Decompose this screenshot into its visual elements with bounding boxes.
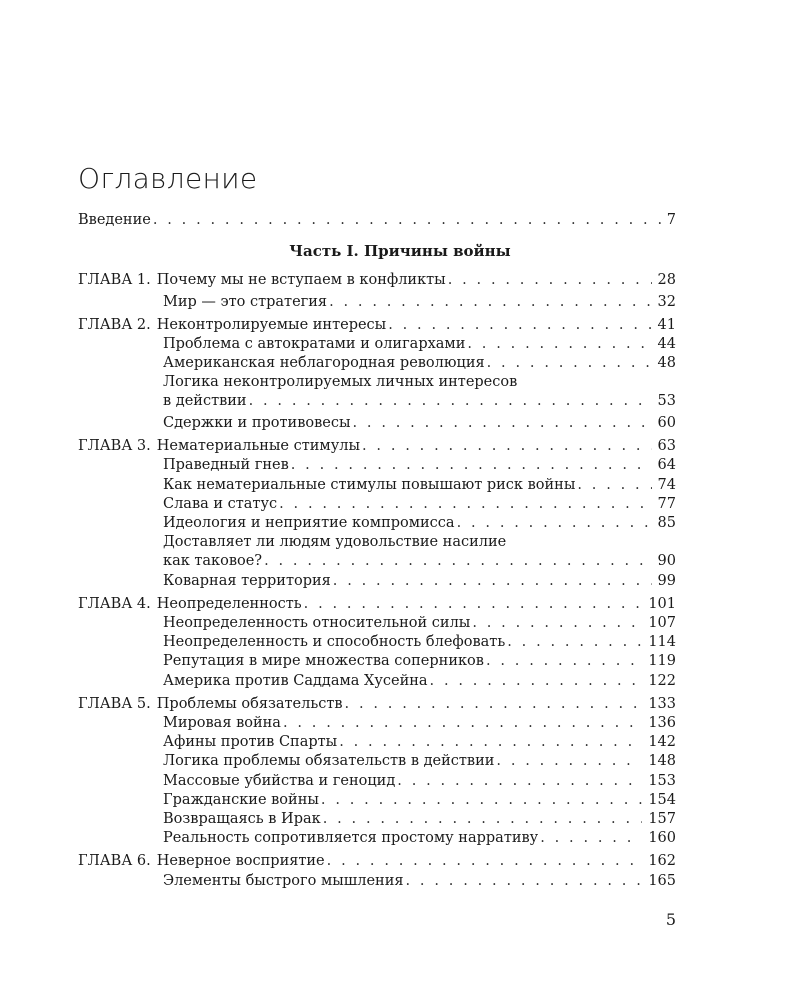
dot-leader bbox=[406, 872, 643, 891]
chapter-3-entry bbox=[78, 437, 676, 456]
page-number: 5 bbox=[665, 910, 676, 929]
section-title: Афины против Спарты bbox=[163, 734, 338, 750]
section-title: Неопределенность и способность блефовать bbox=[163, 634, 506, 650]
section-page: 142 bbox=[648, 734, 676, 750]
chapter-2-entry bbox=[78, 316, 676, 335]
section-title: Идеология и неприятие компромисса bbox=[163, 515, 455, 531]
section-entry bbox=[163, 733, 676, 752]
chapter-page: 101 bbox=[648, 596, 676, 612]
chapter-page: 162 bbox=[648, 853, 676, 869]
section-title: Мировая война bbox=[163, 715, 281, 731]
section-title: Гражданские войны bbox=[163, 792, 319, 808]
section-page: 32 bbox=[657, 294, 676, 310]
section-page: 122 bbox=[648, 673, 676, 689]
section-title: Логика проблемы обязательств в действии bbox=[163, 753, 495, 769]
section-title: в действии bbox=[163, 393, 247, 409]
section-title-line1: Доставляет ли людям удовольствие насилие bbox=[163, 534, 507, 550]
section-entry bbox=[163, 293, 676, 312]
chapter-title: Нематериальные стимулы bbox=[156, 438, 360, 454]
dot-leader bbox=[264, 552, 651, 571]
section-page: 60 bbox=[657, 415, 676, 431]
chapter-6-entry bbox=[78, 852, 676, 871]
section-page: 119 bbox=[648, 653, 676, 669]
section-entry bbox=[163, 476, 676, 495]
section-title: Возвращаясь в Ирак bbox=[163, 811, 321, 827]
section-entry bbox=[163, 829, 676, 848]
dot-leader bbox=[467, 335, 651, 354]
section-page: 107 bbox=[648, 615, 676, 631]
section-entry bbox=[163, 714, 676, 733]
section-page: 90 bbox=[657, 553, 676, 569]
dot-leader bbox=[448, 271, 652, 290]
section-entry bbox=[163, 872, 676, 891]
dot-leader bbox=[329, 293, 651, 312]
chapter-title: Неверное восприятие bbox=[156, 853, 325, 869]
section-title: Америка против Саддама Хусейна bbox=[163, 673, 428, 689]
dot-leader bbox=[249, 392, 652, 411]
section-title: как таковое? bbox=[163, 553, 263, 569]
dot-leader bbox=[362, 437, 652, 456]
section-title: Мир — это стратегия bbox=[163, 294, 328, 310]
section-entry bbox=[163, 772, 676, 791]
section-entry bbox=[163, 614, 676, 633]
dot-leader bbox=[388, 316, 651, 335]
dot-leader bbox=[353, 414, 652, 433]
section-entry bbox=[163, 572, 676, 591]
toc-entry-intro bbox=[78, 211, 676, 230]
chapter-title: Неконтролируемые интересы bbox=[156, 317, 387, 333]
dot-leader bbox=[153, 211, 661, 230]
dot-leader bbox=[397, 772, 642, 791]
chapter-title: Неопределенность bbox=[156, 596, 302, 612]
section-entry bbox=[163, 791, 676, 810]
section-page: 165 bbox=[648, 873, 676, 889]
section-entry bbox=[163, 672, 676, 691]
section-title: Американская неблагородная революция bbox=[163, 355, 485, 371]
entry-page: 7 bbox=[666, 212, 676, 228]
part-title: Часть I. Причины войны bbox=[289, 242, 511, 260]
entry-title: Введение bbox=[78, 212, 151, 228]
dot-leader bbox=[457, 514, 652, 533]
dot-leader bbox=[323, 810, 643, 829]
dot-leader bbox=[321, 791, 642, 810]
section-page: 153 bbox=[648, 773, 676, 789]
chapter-label: ГЛАВА 6. bbox=[78, 853, 151, 869]
chapter-page: 41 bbox=[657, 317, 676, 333]
section-page: 148 bbox=[648, 753, 676, 769]
section-page: 160 bbox=[648, 830, 676, 846]
dot-leader bbox=[430, 672, 643, 691]
dot-leader bbox=[279, 495, 651, 514]
dot-leader bbox=[345, 695, 643, 714]
section-page: 114 bbox=[648, 634, 676, 650]
dot-leader bbox=[291, 456, 652, 475]
chapter-page: 63 bbox=[657, 438, 676, 454]
toc-heading: Оглавление bbox=[78, 162, 258, 195]
section-entry bbox=[163, 495, 676, 514]
dot-leader bbox=[339, 733, 642, 752]
section-entry bbox=[163, 633, 676, 652]
section-page: 154 bbox=[648, 792, 676, 808]
dot-leader bbox=[472, 614, 642, 633]
section-page: 44 bbox=[657, 336, 676, 352]
section-page: 99 bbox=[657, 573, 676, 589]
section-page: 77 bbox=[657, 496, 676, 512]
section-title: Проблема с автократами и олигархами bbox=[163, 336, 466, 352]
chapter-label: ГЛАВА 2. bbox=[78, 317, 151, 333]
section-entry bbox=[163, 354, 676, 373]
section-entry bbox=[163, 552, 676, 571]
dot-leader bbox=[540, 829, 642, 848]
section-title: Неопределенность относительной силы bbox=[163, 615, 471, 631]
chapter-page: 133 bbox=[648, 696, 676, 712]
dot-leader bbox=[283, 714, 642, 733]
section-title: Как нематериальные стимулы повышают риск войны bbox=[163, 477, 576, 493]
section-title-line1: Логика неконтролируемых личных интересов bbox=[163, 374, 518, 390]
section-page: 64 bbox=[657, 457, 676, 473]
section-title: Репутация в мире множества соперников bbox=[163, 653, 484, 669]
chapter-label: ГЛАВА 3. bbox=[78, 438, 151, 454]
section-page: 48 bbox=[657, 355, 676, 371]
chapter-title: Почему мы не вступаем в конфликты bbox=[156, 272, 446, 288]
section-title: Слава и статус bbox=[163, 496, 278, 512]
section-entry bbox=[163, 652, 676, 671]
dot-leader bbox=[304, 595, 643, 614]
section-page: 85 bbox=[657, 515, 676, 531]
section-title: Реальность сопротивляется простому нарративу bbox=[163, 830, 539, 846]
chapter-title: Проблемы обязательств bbox=[156, 696, 343, 712]
chapter-label: ГЛАВА 1. bbox=[78, 272, 151, 288]
section-page: 136 bbox=[648, 715, 676, 731]
section-entry bbox=[163, 810, 676, 829]
chapter-4-entry bbox=[78, 595, 676, 614]
chapter-label: ГЛАВА 4. bbox=[78, 596, 151, 612]
chapter-label: ГЛАВА 5. bbox=[78, 696, 151, 712]
dot-leader bbox=[487, 354, 652, 373]
dot-leader bbox=[496, 752, 642, 771]
section-title: Праведный гнев bbox=[163, 457, 289, 473]
section-title: Сдержки и противовесы bbox=[163, 415, 351, 431]
section-page: 53 bbox=[657, 393, 676, 409]
dot-leader bbox=[486, 652, 642, 671]
chapter-5-entry bbox=[78, 695, 676, 714]
dot-leader bbox=[333, 572, 652, 591]
section-title: Элементы быстрого мышления bbox=[163, 873, 404, 889]
section-page: 157 bbox=[648, 811, 676, 827]
section-entry bbox=[163, 514, 676, 533]
section-title: Коварная территория bbox=[163, 573, 331, 589]
section-title: Массовые убийства и геноцид bbox=[163, 773, 396, 789]
section-entry bbox=[163, 456, 676, 475]
dot-leader bbox=[577, 476, 651, 495]
section-entry bbox=[163, 335, 676, 354]
section-page: 74 bbox=[657, 477, 676, 493]
section-entry bbox=[163, 392, 676, 411]
chapter-1-entry bbox=[78, 271, 676, 290]
chapter-page: 28 bbox=[657, 272, 676, 288]
dot-leader bbox=[327, 852, 643, 871]
section-entry bbox=[163, 752, 676, 771]
section-entry bbox=[163, 414, 676, 433]
dot-leader bbox=[507, 633, 642, 652]
